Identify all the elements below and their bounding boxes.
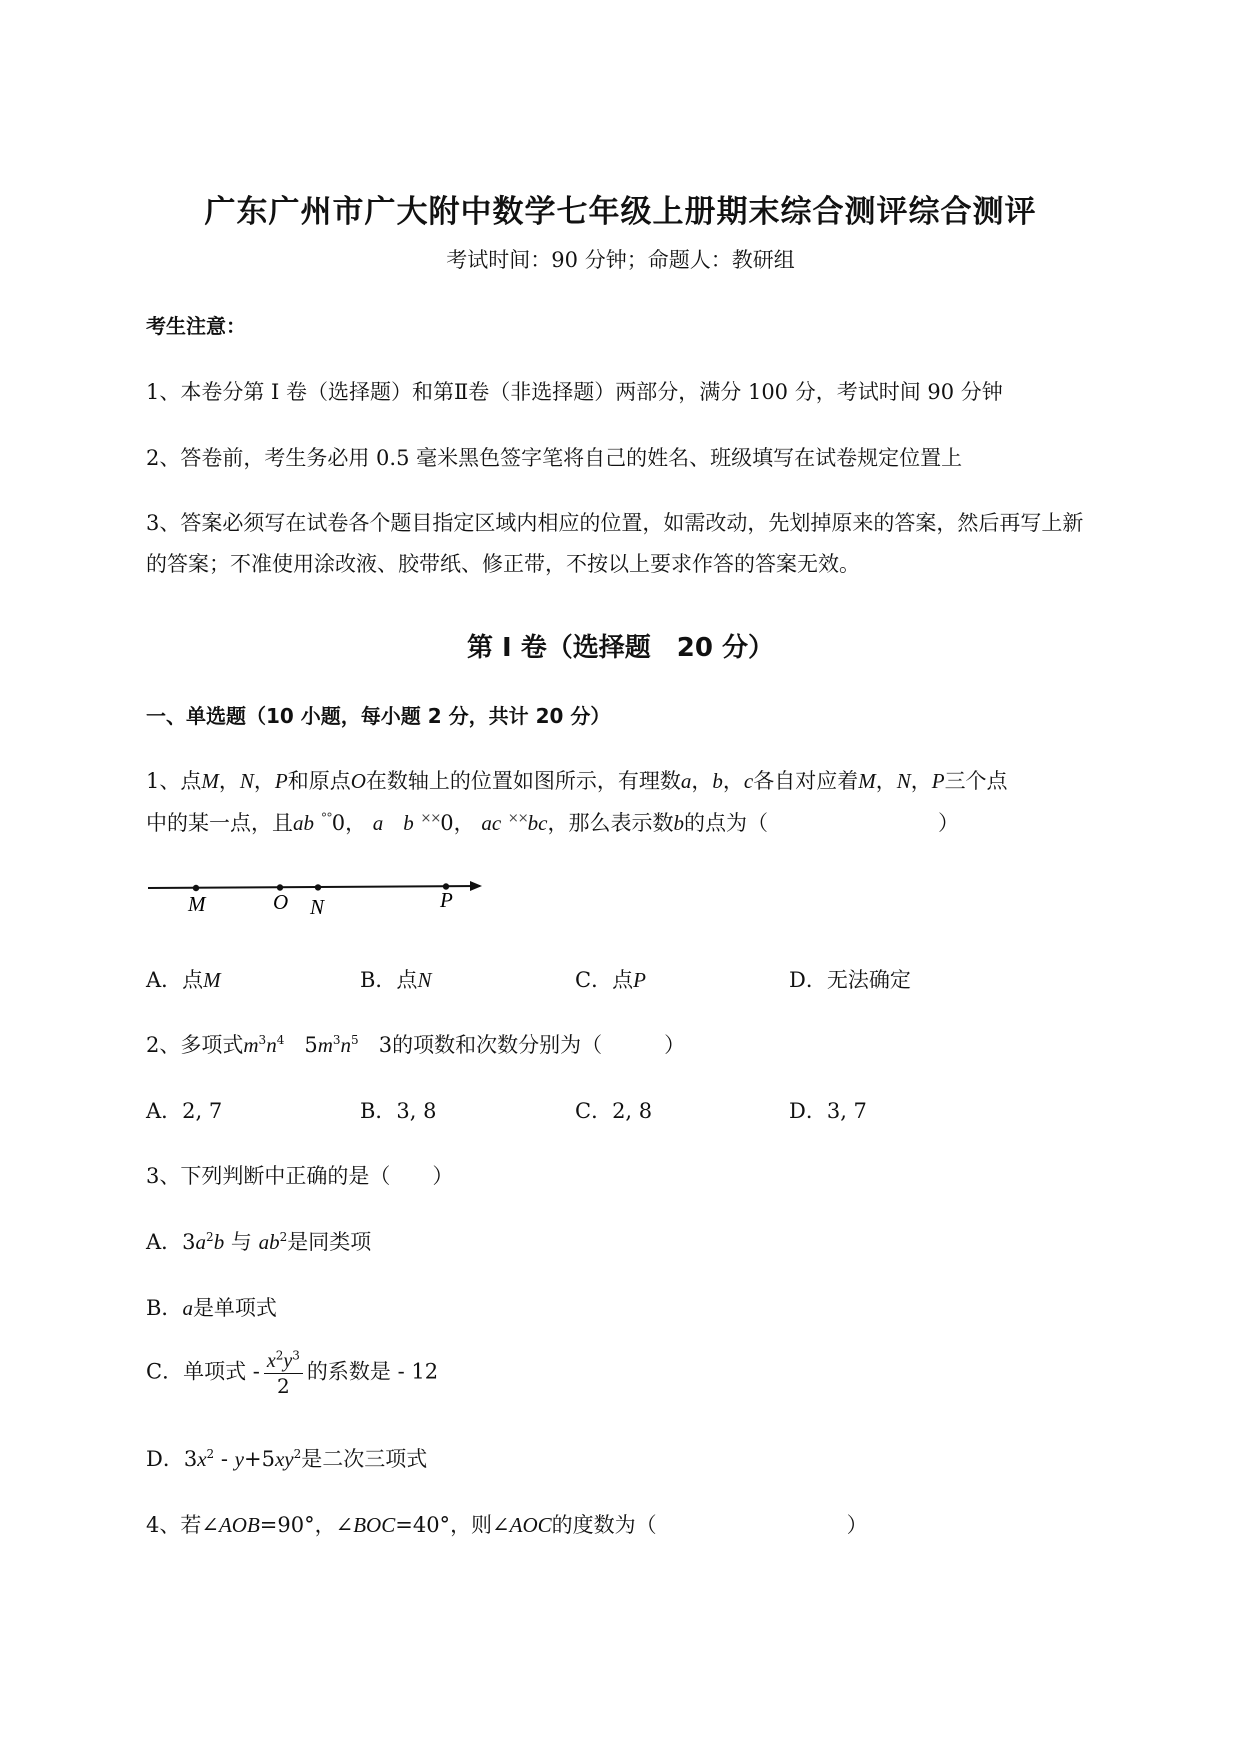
q2-option-a: A．2, 7 — [146, 1099, 223, 1123]
q3-option-b: B．a是单项式 — [146, 1296, 277, 1320]
number-line-diagram — [140, 870, 500, 930]
q2-option-c: C．2, 8 — [575, 1099, 653, 1123]
q2-stem: 2、多项式$m^3n^4$ $5m^3n^5$ 3的项数和次数分别为（ ） — [146, 1033, 686, 1057]
point-o-label: O — [273, 890, 289, 914]
group-title: 一、单选题（10 小题，每小题 2 分，共计 20 分） — [146, 704, 611, 728]
q4-stem: 4、若∠AOB=90°，∠BOC=40°，则∠AOC的度数为（ ） — [146, 1513, 868, 1537]
exam-subtitle: 考试时间：90 分钟；命题人：教研组 — [446, 248, 795, 272]
q3-stem: 3、下列判断中正确的是（ ） — [146, 1164, 454, 1188]
point-m-label: M — [188, 892, 206, 916]
q3-option-a: A．$3a^2b$ 与 $ab^2$是同类项 — [146, 1230, 372, 1254]
q3-option-d: D．$3x^2 - y+5xy^2$是二次三项式 — [146, 1447, 428, 1471]
q1-line-1: 1、点M，N，P和原点O在数轴上的位置如图所示，有理数a，b，c各自对应着M，N，P三个点 — [146, 769, 1008, 793]
notice-item-2: 2、答卷前，考生务必用 0.5 毫米黑色签字笔将自己的姓名、班级填写在试卷规定位置上 — [146, 446, 963, 470]
q1-option-d: D．无法确定 — [789, 968, 911, 992]
point-p-label: P — [440, 888, 453, 912]
q2-option-d: D．3, 7 — [789, 1099, 867, 1123]
point-n-label: N — [310, 895, 325, 919]
q1-option-c: C．点P — [575, 968, 646, 992]
exam-title: 广东广州市广大附中数学七年级上册期末综合测评综合测评 — [204, 194, 1037, 230]
notice-heading: 考生注意： — [146, 314, 246, 338]
q1-option-b: B．点N — [360, 968, 432, 992]
point-m-dot — [193, 885, 199, 891]
fraction: $\frac{x^2y^3}{2}$ — [264, 1348, 303, 1398]
section-title: 第 I 卷（选择题 20 分） — [466, 633, 774, 663]
q1-option-a: A．点M — [146, 968, 221, 992]
q3-option-c: C．单项式 - $\frac{x^2y^3}{2}$ 的系数是 - 12 — [146, 1348, 439, 1398]
number-line-arrow — [470, 881, 482, 891]
q2-option-b: B．3, 8 — [360, 1099, 437, 1123]
point-n-dot — [315, 884, 321, 890]
notice-item-1: 1、本卷分第 I 卷（选择题）和第Ⅱ卷（非选择题）两部分，满分 100 分，考试时间 90 分钟 — [146, 380, 1003, 404]
notice-item-3: 3、答案必须写在试卷各个题目指定区域内相应的位置，如需改动，先划掉原来的答案，然后再写上新 — [146, 511, 1084, 535]
q1-line-2: 中的某一点，且ab °°0， a b ××0， ac ××bc，那么表示数b的点为（ ） — [146, 811, 959, 835]
notice-item-3-cont: 的答案；不准使用涂改液、胶带纸、修正带，不按以上要求作答的答案无效。 — [146, 552, 860, 576]
